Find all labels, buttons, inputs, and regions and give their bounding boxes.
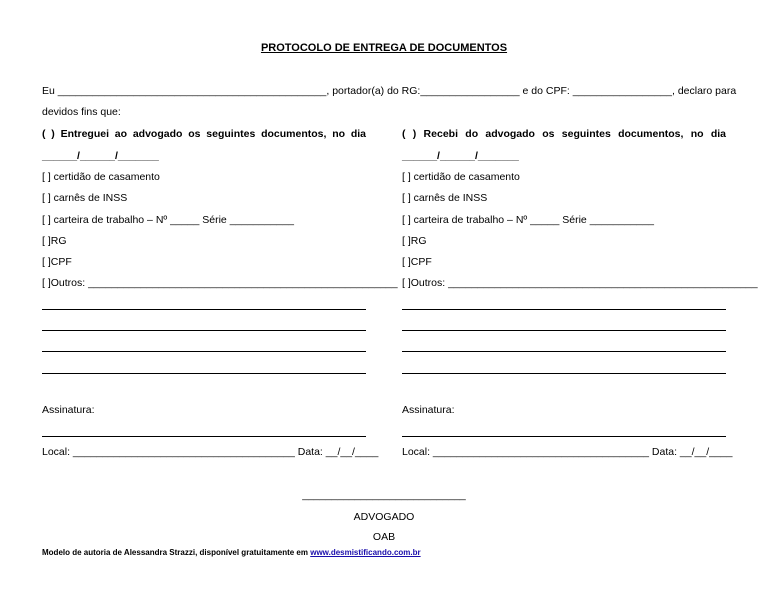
left-item-cpf: [ ]CPF (42, 256, 72, 268)
left-date: ______/______/_______ (42, 150, 159, 162)
advogado-signature-line: ____________________________ (302, 489, 466, 501)
oab-label: OAB (372, 531, 396, 543)
left-item-carteira: [ ] carteira de trabalho – Nº _____ Série ___________ (42, 214, 294, 226)
right-blank-line (402, 373, 726, 374)
left-signature-label: Assinatura: (42, 404, 95, 416)
footer-credit (42, 548, 421, 558)
right-item-outros: [ ]Outros: _____________________________________________________ (402, 277, 758, 289)
left-blank-line (42, 351, 366, 352)
footer-link[interactable]: www.desmistificando.com.br (310, 548, 421, 557)
intro-line-2: devidos fins que: (42, 106, 121, 118)
left-blank-line (42, 309, 366, 310)
left-item-outros: [ ]Outros: _____________________________________________________ (42, 277, 398, 289)
right-local-date: Local: _____________________________________ Data: __/__/____ (402, 446, 733, 458)
right-heading: ( ) Recebi do advogado os seguintes documentos, no dia (402, 128, 726, 140)
left-item-rg: [ ]RG (42, 235, 67, 247)
right-item-rg: [ ]RG (402, 235, 427, 247)
right-blank-line (402, 330, 726, 331)
right-item-carteira: [ ] carteira de trabalho – Nº _____ Série ___________ (402, 214, 654, 226)
left-signature-line (42, 436, 366, 437)
left-heading: ( ) Entreguei ao advogado os seguintes documentos, no dia (42, 128, 366, 140)
right-item-cpf: [ ]CPF (402, 256, 432, 268)
left-local-date: Local: ______________________________________ Data: __/__/____ (42, 446, 379, 458)
footer-text: Modelo de autoria de Alessandra Strazzi, disponível gratuitamente em (42, 548, 311, 557)
right-item-certidao: [ ] certidão de casamento (402, 171, 520, 183)
left-blank-line (42, 373, 366, 374)
document-title: PROTOCOLO DE ENTREGA DE DOCUMENTOS (260, 42, 508, 54)
right-blank-line (402, 351, 726, 352)
left-item-carnes: [ ] carnês de INSS (42, 192, 128, 204)
left-item-certidao: [ ] certidão de casamento (42, 171, 160, 183)
left-blank-line (42, 330, 366, 331)
intro-line-1: Eu ______________________________________________, portador(a) do RG:_________________ e do CPF: _________________, declaro para (42, 85, 737, 97)
right-date: ______/______/_______ (402, 150, 519, 162)
right-signature-line (402, 436, 726, 437)
right-signature-label: Assinatura: (402, 404, 455, 416)
advogado-label: ADVOGADO (353, 511, 415, 523)
right-blank-line (402, 309, 726, 310)
right-item-carnes: [ ] carnês de INSS (402, 192, 488, 204)
